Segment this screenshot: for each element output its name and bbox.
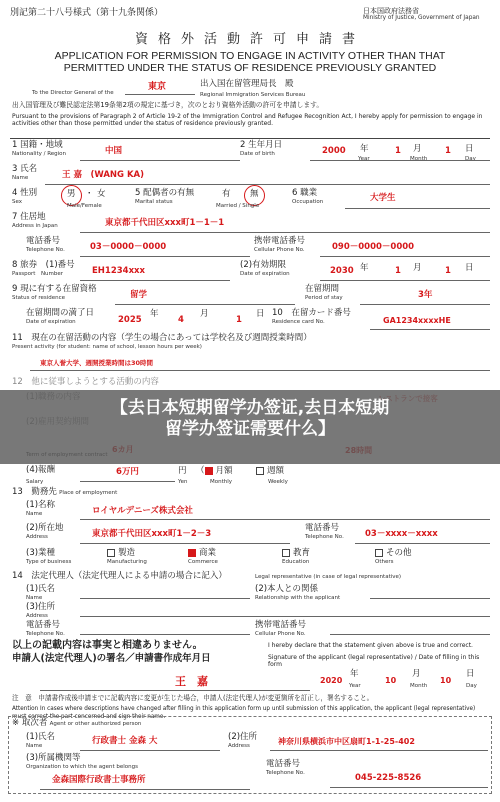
legal-addr-label: (3)住所 Address [26, 602, 56, 619]
month-en: Month [410, 156, 428, 162]
banner-line2: 留学办签证需要什么】 [165, 419, 335, 440]
agent-name-value[interactable]: 行政書士 金森 大 [92, 736, 158, 746]
legal-rep-label: 14 法定代理人（法定代理人による申請の場合に記入） [12, 571, 227, 581]
salary-label: (4)報酬 Salary [26, 465, 56, 485]
intro-en: Pursuant to the provisions of Paragraph 2 of Article 19-2 of the Immigration Control and Refugee Recognition Act, I hereby apply for permission to engage in activities other than those permitted under the status of residence previously granted. [12, 113, 483, 127]
present-value[interactable]: 東京人誉大学、週開授業時間は30時間 [40, 359, 154, 367]
line [330, 787, 488, 788]
occupation-label: 6 職業 Occupation [292, 188, 324, 205]
line [80, 543, 290, 544]
dob-year[interactable]: 2000 [322, 146, 346, 156]
month-label: 月 [413, 263, 422, 273]
line [80, 256, 250, 257]
expiry-year[interactable]: 2030 [330, 266, 354, 276]
line [80, 519, 490, 520]
name-value[interactable]: 王 嘉 (WANG KA) [62, 170, 145, 180]
stay-expiry-year[interactable]: 2025 [118, 315, 142, 325]
agent-addr-label: (2)住所 Address [228, 732, 258, 749]
passport-value[interactable]: EH1234xxx [92, 266, 146, 276]
line [80, 280, 230, 281]
line [80, 160, 240, 161]
yen-en: Yen [178, 479, 188, 485]
line [360, 304, 490, 305]
cell-label: 携帯電話番号 Cellular Phone No. [254, 236, 306, 253]
dob-label: 2 生年月日 Date of birth [240, 140, 283, 157]
month-label: 月 [200, 309, 209, 319]
agent-org-label: (3)所属機関等 Organization to which the agent belongs [26, 753, 138, 770]
title-banner-text [0, 398, 500, 441]
sex-female[interactable]: 女 [97, 189, 106, 199]
declaration-en: I hereby declare that the statement given above is true and correct. [268, 642, 473, 649]
day-label: 日 [465, 263, 474, 273]
other-activity-label: 12 他に従事しようとする活動の内容 [12, 377, 159, 387]
month-label: 月 [412, 669, 421, 679]
checkbox-education[interactable] [282, 549, 290, 557]
business-commerce[interactable]: 商業 Commerce [188, 548, 218, 565]
checkbox-weekly[interactable] [256, 467, 264, 475]
card-label: 10 在留カード番号 Residence card No. [272, 308, 351, 325]
stay-expiry-label: 在留期間の満了日 Date of expiration [26, 308, 95, 325]
title-en-line1: APPLICATION FOR PERMISSION TO ENGAGE IN ACTIVITY OTHER THAN THAT [54, 50, 446, 62]
weekly-option[interactable]: 週額 [256, 467, 284, 477]
legal-tel-label: 電話番号 Telephone No. [26, 620, 65, 637]
sex-en: Male/Female [67, 203, 102, 209]
sign-month[interactable]: 10 [385, 676, 397, 685]
line [40, 690, 310, 691]
month-label: 月 [413, 144, 422, 154]
agent-org-value[interactable]: 金森国際行政書士事務所 [52, 775, 146, 785]
employer-tel-value[interactable]: 03－xxxx－xxxx [365, 529, 438, 539]
line [370, 598, 490, 599]
status-label: 9 現に有する在留資格 Status of residence [12, 284, 97, 301]
address-label: 7 住居地 Address in Japan [12, 212, 58, 229]
ministry-en: Ministry of Justice, Government of Japan [363, 15, 480, 22]
line [330, 634, 490, 635]
monthly-option[interactable]: （ 月額 [196, 466, 233, 476]
bureau-value[interactable]: 東京 [148, 82, 167, 92]
business-others[interactable]: その他 Others [375, 548, 412, 565]
line [355, 543, 490, 544]
signature-label-en: Signature of the applicant (legal representative) / Date of filling in this form [268, 654, 480, 668]
line [370, 329, 490, 330]
ministry-jp: 日本国政府法務省 [363, 7, 419, 15]
sex-male[interactable]: 男 [67, 189, 76, 199]
present-label: 11 現在の在留活動の内容（学生の場合にあっては学校名及び週間授業時間） Present activity (for student: name of school, lesson hours per week) [12, 333, 312, 350]
business-manufacturing[interactable]: 製造 Manufacturing [107, 548, 147, 565]
status-value[interactable]: 留学 [130, 290, 148, 300]
employer-name-label: (1)名称 Name [26, 500, 56, 517]
bureau-jp: 出入国在留管理局長 殿 [200, 79, 294, 89]
intro-jp: 出入国管理及び難民認定法第19条第2項の規定に基づき，次のとおり資格外活動の許可を申請します。 [12, 101, 324, 109]
year-label: 年 [360, 144, 369, 154]
line [345, 208, 490, 209]
line [80, 232, 490, 233]
day-label: 日 [466, 669, 475, 679]
line [80, 616, 490, 617]
day-label: 日 [465, 144, 474, 154]
marital-yes[interactable]: 有 [222, 189, 231, 199]
agent-label: ※ 取次者 Agent or other authorized person [12, 718, 142, 728]
line [320, 280, 490, 281]
day-en: Day [465, 156, 476, 162]
dob-month[interactable]: 1 [395, 146, 401, 156]
attention-en: Attention In cases where descriptions have changed after filling in this application form up until submission of this application, the applicant (legal representative) must correct the part concerned and sign their name. [12, 706, 476, 720]
weekly-en: Weekly [268, 479, 288, 485]
tel-value[interactable]: 03－0000－0000 [90, 242, 167, 252]
agent-tel-value[interactable]: 045-225-8526 [355, 773, 422, 783]
day-label: 日 [256, 309, 265, 319]
salary-value[interactable]: 6万円 [116, 467, 139, 477]
checkbox-others[interactable] [375, 549, 383, 557]
period-value[interactable]: 3年 [418, 290, 433, 300]
monthly-en: Monthly [210, 479, 233, 485]
employer-label: 13 勤務先 Place of employment [12, 487, 118, 497]
line [80, 481, 175, 482]
stay-expiry-day[interactable]: 1 [236, 315, 242, 325]
divider [10, 138, 490, 139]
checkbox-monthly[interactable] [205, 467, 213, 475]
marital-no[interactable]: 無 [250, 189, 259, 199]
address-value[interactable]: 東京都千代田区xxx町1－1－1 [105, 218, 225, 228]
stay-expiry-month[interactable]: 4 [178, 315, 184, 325]
month-en: Month [410, 683, 428, 689]
line [80, 750, 220, 751]
legal-name-label: (1)氏名 Name [26, 584, 56, 601]
sign-day[interactable]: 10 [440, 676, 452, 685]
year-label: 年 [150, 309, 159, 319]
form-number: 別記第二十八号様式（第十九条関係） [10, 8, 164, 18]
occupation-value[interactable]: 大学生 [370, 193, 396, 203]
day-en: Day [466, 683, 477, 689]
dob-day[interactable]: 1 [445, 146, 451, 156]
tel-label: 電話番号 Telephone No. [26, 236, 65, 253]
ministry [363, 7, 488, 22]
bureau-en: Regional Immigration Services Bureau [200, 92, 306, 98]
page-title-jp: 資格外活動許可申請書 [134, 32, 365, 47]
line [115, 304, 295, 305]
agent-name-label: (1)氏名 Name [26, 732, 56, 749]
year-en: Year [349, 683, 361, 689]
business-education[interactable]: 教育 Education [282, 548, 311, 565]
line [80, 598, 250, 599]
employer-name-value[interactable]: ロイヤルデニーズ株式会社 [92, 506, 193, 516]
business-label: (3)業種 Type of business [26, 548, 72, 565]
page-title-en [0, 50, 500, 74]
signature-value[interactable]: 王 嘉 [175, 675, 208, 688]
cell-value[interactable]: 090－0000－0000 [332, 242, 415, 252]
passport-label: 8 旅券 (1)番号 Passport Number [12, 260, 75, 277]
line [40, 789, 250, 790]
title-en-line2: PERMITTED UNDER THE STATUS OF RESIDENCE PREVIOUSLY GRANTED [63, 62, 437, 75]
employer-addr-value[interactable]: 東京都千代田区xxx町1－2－3 [92, 529, 212, 539]
expiry-day[interactable]: 1 [445, 266, 451, 276]
banner-line1: 【去日本短期留学办签证,去日本短期 [110, 398, 390, 418]
name-label: 3 氏名 Name [12, 164, 38, 181]
sex-dot: ・ [85, 189, 94, 199]
nationality-label: 1 国籍・地域 Nationality / Region [12, 140, 67, 157]
card-value[interactable]: GA1234xxxxHE [383, 316, 451, 325]
nationality-value[interactable]: 中国 [105, 146, 123, 156]
expiry-month[interactable]: 1 [395, 266, 401, 276]
line [320, 256, 490, 257]
period-label: 在留期間 Period of stay [305, 284, 343, 301]
checkbox-commerce[interactable] [188, 549, 196, 557]
legal-rep-en: Legal representative (in case of legal representative) [255, 574, 402, 580]
line [30, 370, 490, 371]
expiry-label: (2)有効期限 Date of expiration [240, 260, 290, 277]
agent-tel-label: 電話番号 Telephone No. [266, 759, 305, 776]
signature-label-jp: 申請人(法定代理人)の署名／申請書作成年月日 [12, 653, 211, 664]
employer-addr-label: (2)所在地 Address [26, 523, 64, 540]
year-label: 年 [350, 669, 359, 679]
declaration-jp: 以上の記載内容は事実と相違ありません。 [12, 640, 203, 651]
year-en: Year [358, 156, 370, 162]
checkbox-manufacturing[interactable] [107, 549, 115, 557]
employer-tel-label: 電話番号 Telephone No. [305, 523, 344, 540]
addressee-to: To the Director General of the [32, 90, 114, 96]
agent-addr-value[interactable]: 神奈川県横浜市中区扇町1-1-25-402 [278, 737, 415, 746]
legal-rel-label: (2)本人との関係 Relationship with the applicant [255, 584, 341, 601]
yen-label: 円 [178, 466, 187, 476]
attention-jp: 注 意 申請書作成後申請までに記載内容に変更が生じた場合，申請人(法定代理人)が変更箇所を訂正し，署名すること。 [12, 694, 374, 702]
line [80, 634, 250, 635]
sex-label: 4 性別 Sex [12, 188, 38, 205]
sign-year[interactable]: 2020 [320, 676, 343, 685]
bureau-line [125, 94, 195, 95]
year-label: 年 [360, 263, 369, 273]
marital-en: Married / Single [216, 203, 260, 209]
line [310, 160, 490, 161]
legal-cell-label: 携帯電話番号 Cellular Phone No. [255, 620, 307, 637]
line [270, 750, 488, 751]
line [45, 184, 490, 185]
marital-label: 5 配偶者の有無 Marital status [135, 188, 195, 205]
